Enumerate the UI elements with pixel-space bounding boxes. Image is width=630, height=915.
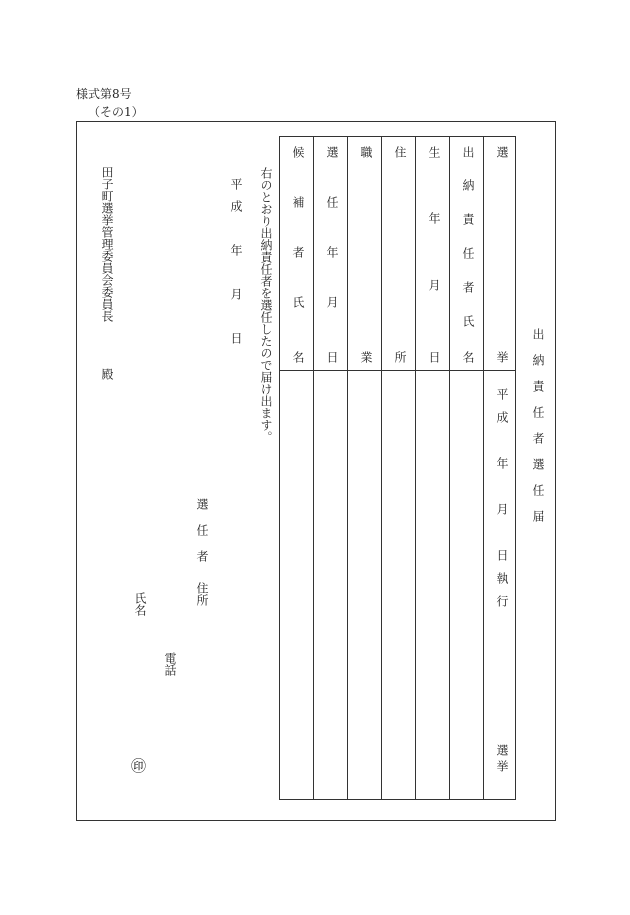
- table-column-divider: [381, 136, 382, 800]
- form-sub-number: （その1）: [88, 105, 144, 119]
- form-number: 様式第8号: [76, 87, 132, 101]
- header-treasurer-name-top: 出: [461, 146, 475, 158]
- submission-date: 平成 年 月 日: [229, 178, 243, 354]
- table-column-divider: [449, 136, 450, 800]
- header-address-bottom: 所: [393, 351, 407, 363]
- addressee: 田子町選挙管理委員会委員長: [100, 166, 114, 322]
- phone-label: 電話: [163, 652, 177, 676]
- election-suffix: 選挙: [495, 744, 509, 776]
- table-header-divider: [279, 370, 516, 371]
- appointment-table: [279, 136, 516, 800]
- header-birthdate-bottom: 日: [427, 351, 441, 363]
- header-treasurer-name-bottom: 名: [461, 351, 475, 363]
- name-label: 氏名: [133, 592, 147, 616]
- table-column-divider: [347, 136, 348, 800]
- declaration-text: 右のとおり出納責任者を選任したので届け出ます。: [259, 167, 273, 443]
- header-candidate-name-bottom: 名: [291, 351, 305, 363]
- header-occupation-top: 職: [359, 146, 373, 158]
- table-column-divider: [415, 136, 416, 800]
- header-candidate-name-top: 候: [291, 146, 305, 158]
- header-candidate-name-mid: 補者氏: [291, 196, 305, 346]
- header-appointment-date-bottom: 日: [325, 351, 339, 363]
- election-date-line: 平成 年 月 日執行: [495, 388, 509, 618]
- header-birthdate-top: 生: [427, 146, 441, 158]
- header-occupation-bottom: 業: [359, 351, 373, 363]
- header-appointment-date-mid: 任年月: [325, 196, 339, 346]
- address-label: 住所: [195, 582, 209, 606]
- appointer-label: 選任者: [195, 498, 209, 576]
- table-column-divider: [483, 136, 484, 800]
- header-election-bottom: 挙: [495, 351, 509, 363]
- header-address-top: 住: [393, 146, 407, 158]
- header-treasurer-name-mid: 納責任者氏: [461, 179, 475, 349]
- seal-mark: ㊞: [131, 757, 147, 775]
- addressee-honorific: 殿: [100, 368, 114, 380]
- header-birthdate-mid: 年月: [427, 212, 441, 346]
- table-column-divider: [313, 136, 314, 800]
- header-appointment-date-top: 選: [325, 146, 339, 158]
- header-election-top: 選: [495, 146, 509, 158]
- form-title: 出納責任者選任届: [531, 328, 545, 536]
